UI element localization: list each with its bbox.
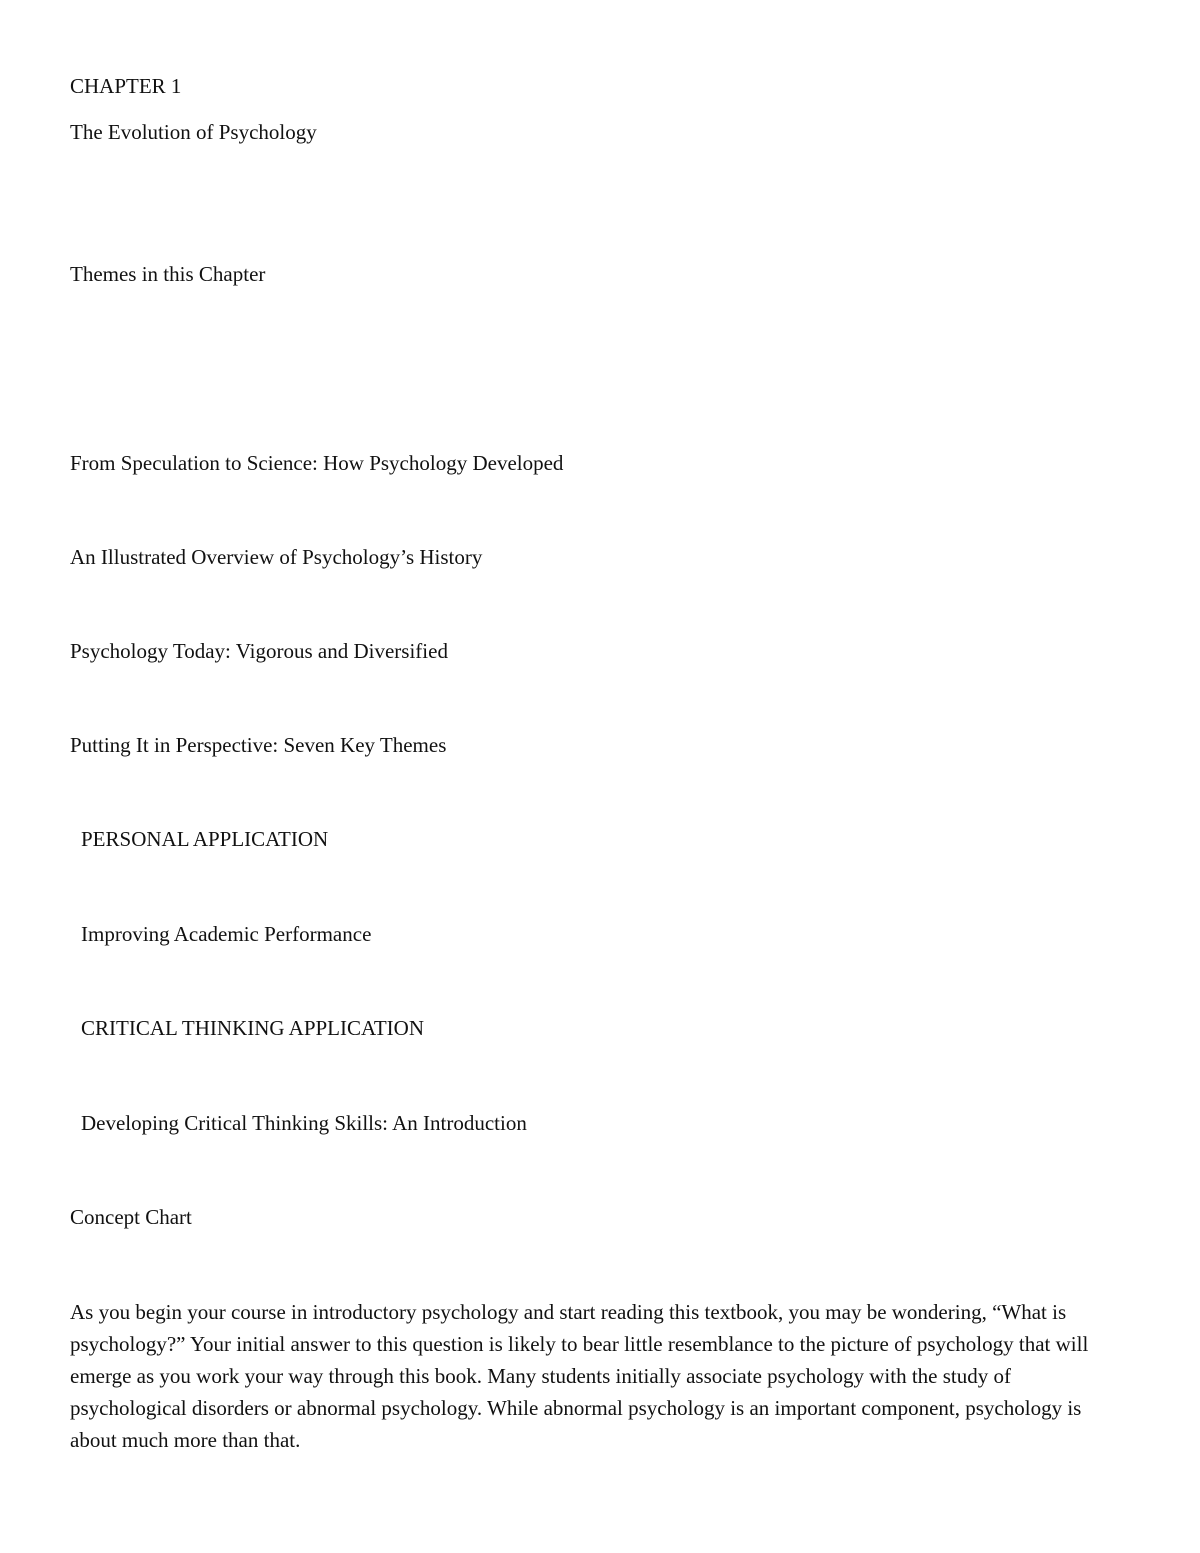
outline-item-critical-thinking-skills: Developing Critical Thinking Skills: An Introduction: [81, 1111, 527, 1135]
outline-item-psychology-today: Psychology Today: Vigorous and Diversified: [70, 639, 448, 663]
intro-paragraph: As you begin your course in introductory psychology and start reading this textbook, you may be wondering, “What is psychology?” Your initial answer to this question is likely to bear little resemblance to the picture of psychology that will emerge as you work your way through this book. Many students initially associate psychology with the study of psychological disorders or abnormal psychology. While abnormal psychology is an important component, psychology is about much more than that.: [70, 1300, 1089, 1452]
outline-item-illustrated-overview: An Illustrated Overview of Psychology’s History: [70, 545, 483, 569]
outline-item-critical-thinking-application: CRITICAL THINKING APPLICATION: [81, 1016, 424, 1040]
outline-item-personal-application: PERSONAL APPLICATION: [81, 827, 329, 851]
outline-item-seven-key-themes: Putting It in Perspective: Seven Key Themes: [70, 733, 447, 757]
outline-item-speculation-to-science: From Speculation to Science: How Psychology Developed: [70, 451, 564, 475]
chapter-title: The Evolution of Psychology: [70, 120, 317, 144]
themes-heading: Themes in this Chapter: [70, 262, 266, 286]
outline-item-improving-academic-performance: Improving Academic Performance: [81, 922, 372, 946]
outline-item-concept-chart: Concept Chart: [70, 1205, 192, 1229]
chapter-label: CHAPTER 1: [70, 74, 182, 98]
